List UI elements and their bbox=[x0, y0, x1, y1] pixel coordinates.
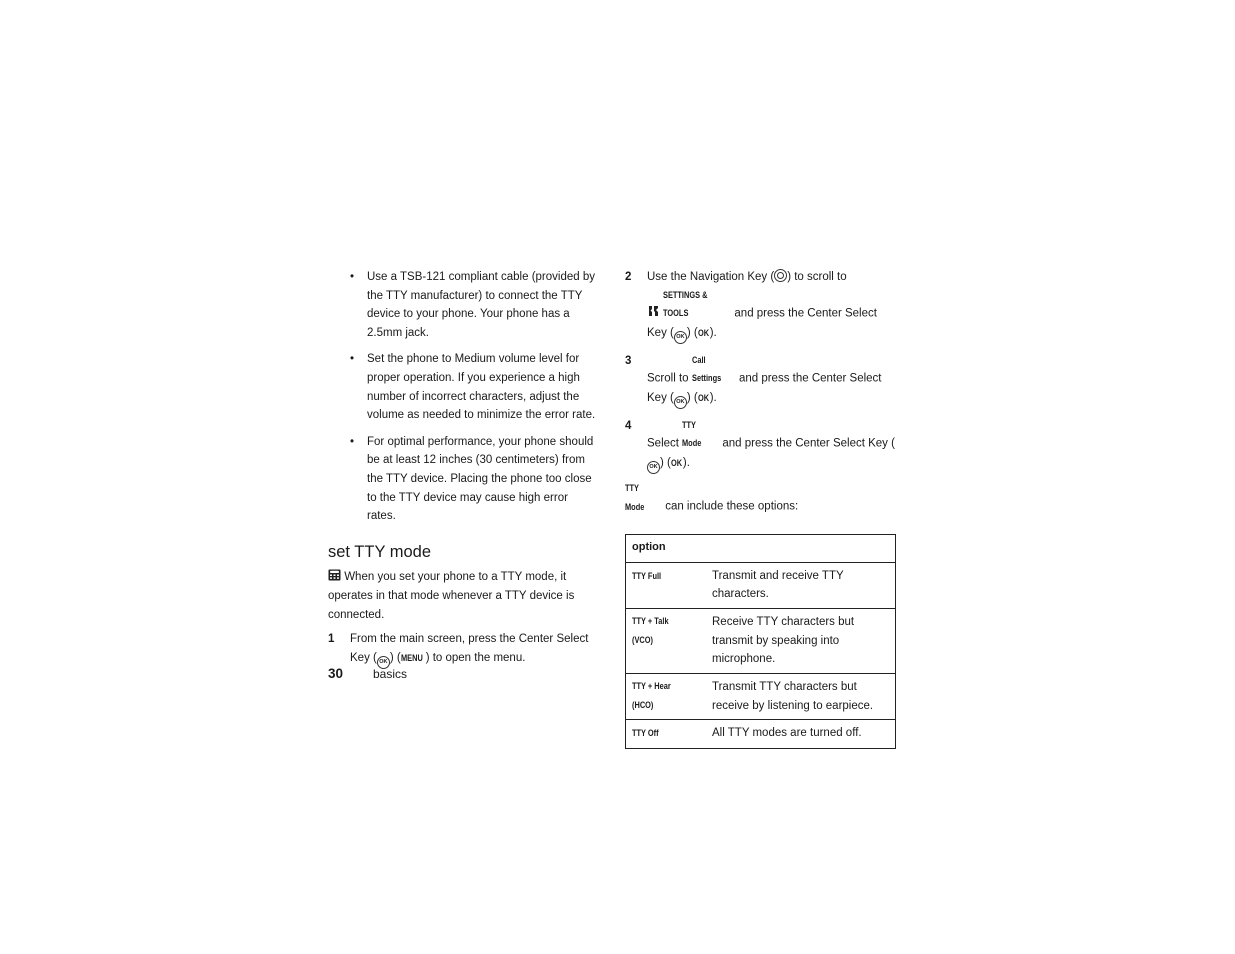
menu-softkey-label: MENU bbox=[400, 652, 423, 664]
tty-icon bbox=[328, 569, 341, 581]
call-settings-label: Call Settings bbox=[691, 354, 721, 385]
section-title: set TTY mode bbox=[328, 543, 432, 562]
option-description: Transmit TTY characters but receive by listening to earpiece. bbox=[706, 674, 896, 720]
option-description: Receive TTY characters but transmit by speaking into microphone. bbox=[706, 608, 896, 673]
options-intro: TTY Mode can include these options: bbox=[625, 480, 897, 517]
step-number: 3 bbox=[625, 354, 632, 367]
table-header-row bbox=[626, 534, 896, 562]
list-item: • For optimal performance, your phone should be at least 12 inches (30 centimeters) from the TTY device. Placing the phone too close to the TTY device may cause high error rates. bbox=[328, 433, 598, 527]
step-4: 4 Select TTY Mode and press the Center Select Key (OK ) (OK). bbox=[625, 417, 897, 474]
step-1: 1 From the main screen, press the Center Select Key ( OK ) (MENU ) to open the menu. bbox=[328, 630, 598, 669]
list-item: • Use a TSB-121 compliant cable (provided by the TTY manufacturer) to connect the TTY device to your phone. Your phone has a 2.5mm jack. bbox=[328, 268, 598, 343]
ok-softkey-label: OK bbox=[697, 328, 709, 340]
option-name: TTY Full bbox=[632, 570, 662, 582]
step-number: 2 bbox=[625, 271, 632, 283]
navigation-key-icon bbox=[774, 269, 787, 282]
option-name: TTY + Talk (VCO) bbox=[632, 615, 669, 646]
option-description: All TTY modes are turned off. bbox=[706, 720, 896, 749]
bullet-icon: • bbox=[350, 353, 355, 366]
ok-key-icon: OK bbox=[647, 461, 660, 474]
ok-key-icon: OK bbox=[674, 396, 687, 409]
step-2: 2 Use the Navigation Key ( ) to scroll to SETTINGS & TOOLS and press the Center Select Key ( OK ) (OK). bbox=[625, 268, 897, 344]
table-row bbox=[626, 608, 896, 673]
tty-mode-label: TTY Mode bbox=[682, 419, 702, 450]
settings-tools-label: SETTINGS & TOOLS bbox=[663, 289, 708, 320]
ok-softkey-label: OK bbox=[670, 457, 682, 469]
step-3: 3 Scroll to Call Settings and press the Center Select Key ( OK ) (OK). bbox=[625, 352, 897, 409]
right-column bbox=[625, 268, 897, 749]
bullet-icon: • bbox=[350, 271, 355, 283]
step-number: 4 bbox=[625, 419, 632, 432]
option-description: Transmit and receive TTY characters. bbox=[706, 562, 896, 608]
list-item: • Set the phone to Medium volume level for proper operation. If you experience a high number of incorrect characters, adjust the volume as needed to minimize the error rate. bbox=[328, 350, 598, 425]
intro-paragraph: When you set your phone to a TTY mode, it operates in that mode whenever a TTY device is connected. bbox=[328, 571, 575, 621]
table-row bbox=[626, 562, 896, 608]
section-name: basics bbox=[373, 667, 408, 681]
table-row bbox=[626, 674, 896, 720]
tty-tips-list bbox=[328, 268, 598, 526]
ok-key-icon: OK bbox=[377, 656, 390, 669]
page-number: 30 bbox=[328, 666, 344, 681]
table-row bbox=[626, 720, 896, 749]
option-name: TTY + Hear (HCO) bbox=[632, 681, 671, 711]
page-footer bbox=[328, 666, 407, 681]
table-header: option bbox=[626, 534, 896, 562]
ok-softkey-label: OK bbox=[697, 393, 709, 405]
settings-tools-icon bbox=[647, 305, 660, 317]
left-column bbox=[328, 268, 598, 676]
bullet-icon: • bbox=[350, 435, 355, 448]
tty-options-table bbox=[625, 534, 896, 749]
step-number: 1 bbox=[328, 633, 335, 646]
ok-key-icon: OK bbox=[674, 331, 687, 344]
tty-mode-label: TTY Mode bbox=[625, 483, 645, 514]
option-name: TTY Off bbox=[632, 728, 659, 740]
